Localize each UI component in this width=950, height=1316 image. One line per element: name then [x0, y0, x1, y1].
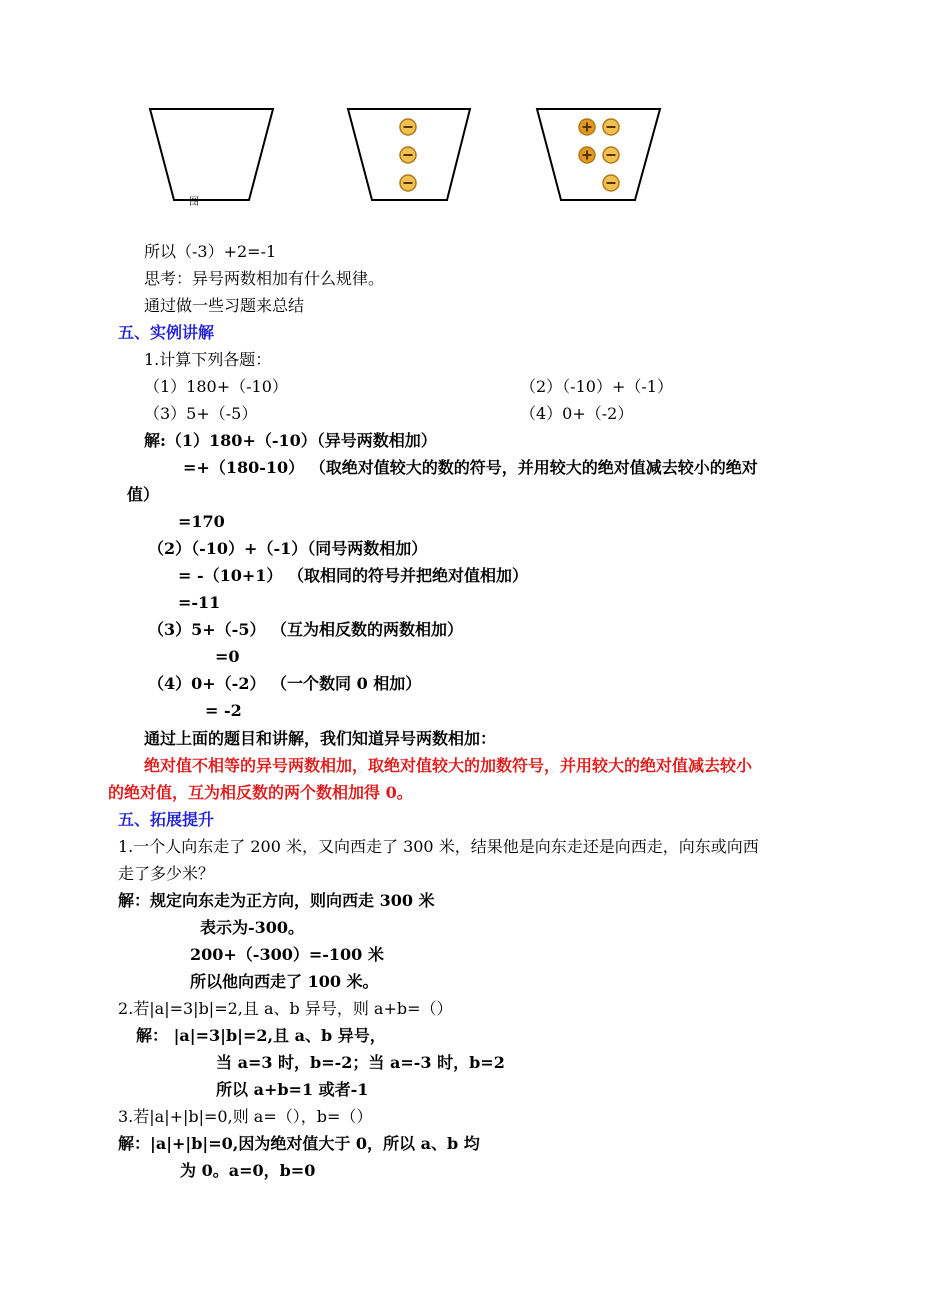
- summary-intro: 通过上面的题目和讲解，我们知道异号两数相加：: [144, 729, 497, 748]
- solution-line: 200+（-300）=-100 米: [190, 945, 384, 964]
- solution-line: 解:（1）180+（-10）（异号两数相加）: [144, 431, 437, 450]
- text-line: 通过做一些习题来总结: [144, 296, 305, 315]
- rule-text: 绝对值不相等的异号两数相加，取绝对值较大的加数符号，并用较大的绝对值减去较小: [144, 756, 753, 775]
- negative-chip: [603, 175, 619, 191]
- solution-line: 解： |a|=3|b|=2,且 a、b 异号，: [136, 1026, 386, 1045]
- question: 1.计算下列各题：: [144, 350, 272, 369]
- question-item: （1）180+（-10）: [144, 377, 288, 396]
- section-heading: 五、拓展提升: [118, 810, 215, 829]
- solution-line: 表示为-300。: [200, 918, 305, 937]
- problem-text: 3.若|a|+|b|=0,则 a=（），b=（）: [118, 1107, 373, 1126]
- solution-line: = -2: [205, 701, 242, 720]
- negative-chip: [400, 147, 416, 163]
- solution-line: 所以他向西走了 100 米。: [190, 972, 379, 991]
- solution-line: 当 a=3 时，b=-2；当 a=-3 时，b=2: [216, 1053, 505, 1072]
- solution-line: 所以 a+b=1 或者-1: [216, 1080, 369, 1099]
- cups-figure: [0, 0, 950, 220]
- question-item: （4）0+（-2）: [520, 404, 634, 423]
- cup-mixed-chips: [537, 109, 660, 200]
- svg-text:图: 图: [189, 197, 199, 208]
- empty-cup: [150, 109, 273, 208]
- solution-line: 解：规定向东走为正方向，则向西走 300 米: [118, 891, 435, 910]
- solution-line: =-11: [178, 593, 221, 612]
- rule-text: 的绝对值，互为相反数的两个数相加得 0。: [108, 783, 413, 802]
- text-line: 所以（-3）+2=-1: [144, 242, 277, 261]
- positive-chip: [579, 147, 595, 163]
- problem-text: 走了多少米？: [118, 864, 215, 883]
- problem-text: 2.若|a|=3|b|=2,且 a、b 异号，则 a+b=（）: [118, 999, 453, 1018]
- solution-line: 值）: [127, 485, 160, 504]
- text-line: 思考：异号两数相加有什么规律。: [144, 269, 385, 288]
- solution-line: （3）5+（-5） （互为相反数的两数相加）: [148, 620, 464, 639]
- negative-chip: [400, 119, 416, 135]
- question-item: （2）（-10）+（-1）: [520, 377, 673, 396]
- section-heading: 五、实例讲解: [118, 323, 215, 342]
- solution-line: =170: [178, 512, 225, 531]
- solution-line: 为 0。a=0，b=0: [180, 1161, 316, 1180]
- solution-line: 解：|a|+|b|=0,因为绝对值大于 0，所以 a、b 均: [118, 1134, 480, 1153]
- solution-line: =+（180-10） （取绝对值较大的数的符号，并用较大的绝对值减去较小的绝对: [183, 458, 758, 477]
- positive-chip: [579, 119, 595, 135]
- problem-text: 1.一个人向东走了 200 米，又向西走了 300 米，结果他是向东走还是向西走，向东或向西: [118, 837, 759, 856]
- solution-line: =0: [215, 647, 240, 666]
- negative-chip: [603, 119, 619, 135]
- solution-line: = -（10+1） （取相同的符号并把绝对值相加）: [178, 566, 528, 585]
- solution-line: （2）（-10）+（-1）（同号两数相加）: [148, 539, 428, 558]
- question-item: （3）5+（-5）: [144, 404, 258, 423]
- negative-chip: [400, 175, 416, 191]
- negative-chip: [603, 147, 619, 163]
- solution-line: （4）0+（-2） （一个数同 0 相加）: [148, 674, 422, 693]
